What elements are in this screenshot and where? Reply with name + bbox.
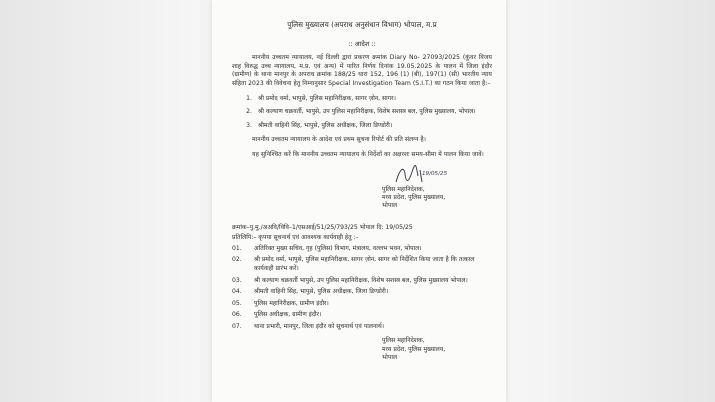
- compliance-note: यह सुनिश्चित करें कि माननीय उच्चतम न्यायालय के निर्देशों का अक्षरशः समय-सीमा में पालन किया जावें।: [252, 150, 484, 158]
- list-item: 1. श्री प्रमोद वर्मा, भापुसे, पुलिस महानिरीक्षक, सागर ज़ोन, सागर।: [246, 94, 396, 102]
- copy-to-heading: प्रतिलिपि:– कृपया सूचनार्थ एवं आवश्यक कार्यवाही हेतु :–: [232, 234, 359, 242]
- list-item: 2. श्री कल्याण चक्रवर्ती, भापुसे, उप पुलिस महानिरीक्षक, विशेष सशस्त्र बल, पुलिस मुख्यालय, भोपाल।: [246, 108, 476, 116]
- right-blurred-background: [510, 0, 715, 402]
- document-page: [212, 0, 506, 402]
- signatory-text: पुलिस महानिदेशक, मध्य प्रदेश, पुलिस मुख्यालय, भोपाल: [382, 185, 446, 210]
- signature-block: [232, 164, 492, 220]
- list-item: 02. श्री प्रमोद वर्मा, भापुसे, पुलिस महानिरीक्षक, सागर ज़ोन, सागर को निर्देशित किया जाता है कि तत्काल कार्यवाही प्रारंभ करें।: [232, 256, 475, 272]
- list-item: 07. थाना प्रभारी, मानपुर, जिला इंदौर को सूचनार्थ एवं पालनार्थ।: [232, 322, 385, 330]
- list-item: 03. श्री कल्याण चक्रवर्ती भापुसे, उप पुलिस महानिरीक्षक, विशेष सशस्त्र बल, पुलिस मुख्यालय भोपाल।: [232, 276, 468, 284]
- document-title: पुलिस मुख्यालय (अपराध अनुसंधान विभाग) भोपाल, म.प्र: [287, 20, 437, 29]
- copy-list: [232, 245, 492, 332]
- sit-member-list: [232, 95, 492, 131]
- intro-paragraph: माननीय उच्चतम न्यायालय, नई दिल्ली द्वारा प्रकरण क्रमांक Diary No- 27093/2025 (कुंवर विजय शाह विरुद्ध उच्च न्यायालय, म.प्र. एवं अन्य) में पारित निर्णय दिनांक 19.05.2025 के पालन में जिला इंदौर (ग्रामीण) के थाना मानपुर के अपराध क्रमांक 188/25 धारा 152, 196 (1) (बी), 197(1) (सी) भारतीय न्याय संहिता 2023 की विवेचना हेतु निम्नानुसार Special Investigation Team (S.I.T.) का गठन किया जाता है:–: [232, 54, 492, 87]
- signature-date: 19/05/25: [422, 170, 448, 177]
- list-item: 05. पुलिस महानिरीक्षक, ग्रामीण इंदौर।: [232, 299, 329, 307]
- list-item: 06. पुलिस अधीक्षक, ग्रामीण इंदौर।: [232, 311, 322, 319]
- memo-number: क्रमांक–पु.मु./अअवि/विवि–1/एसआई/51/25/793/25 भोपाल दि: 19/05/25: [232, 223, 413, 231]
- list-item: 04. श्रीमती वाहिनी सिंह, भापुसे, पुलिस अधीक्षक, जिला डिण्डोरी।: [232, 288, 389, 296]
- attachment-note: माननीय उच्चतम न्यायालय के आदेश एवं प्रथम सूचना रिपोर्ट की प्रति संलग्न है।: [252, 136, 427, 144]
- list-item: 01. अतिरिक्त मुख्य सचिव, गृह (पुलिस) विभाग, मंत्रालय, वल्लभ भवन, भोपाल।: [232, 244, 422, 252]
- left-blurred-background: [0, 0, 200, 402]
- bottom-signatory: पुलिस महानिदेशक, मध्य प्रदेश, पुलिस मुख्यालय, भोपाल: [382, 337, 446, 362]
- list-item: 3. श्रीमती वाहिनी सिंह, भापुसे, पुलिस अधीक्षक, जिला डिण्डोरी।: [246, 121, 393, 129]
- order-heading: :: आदेश ::: [348, 39, 376, 48]
